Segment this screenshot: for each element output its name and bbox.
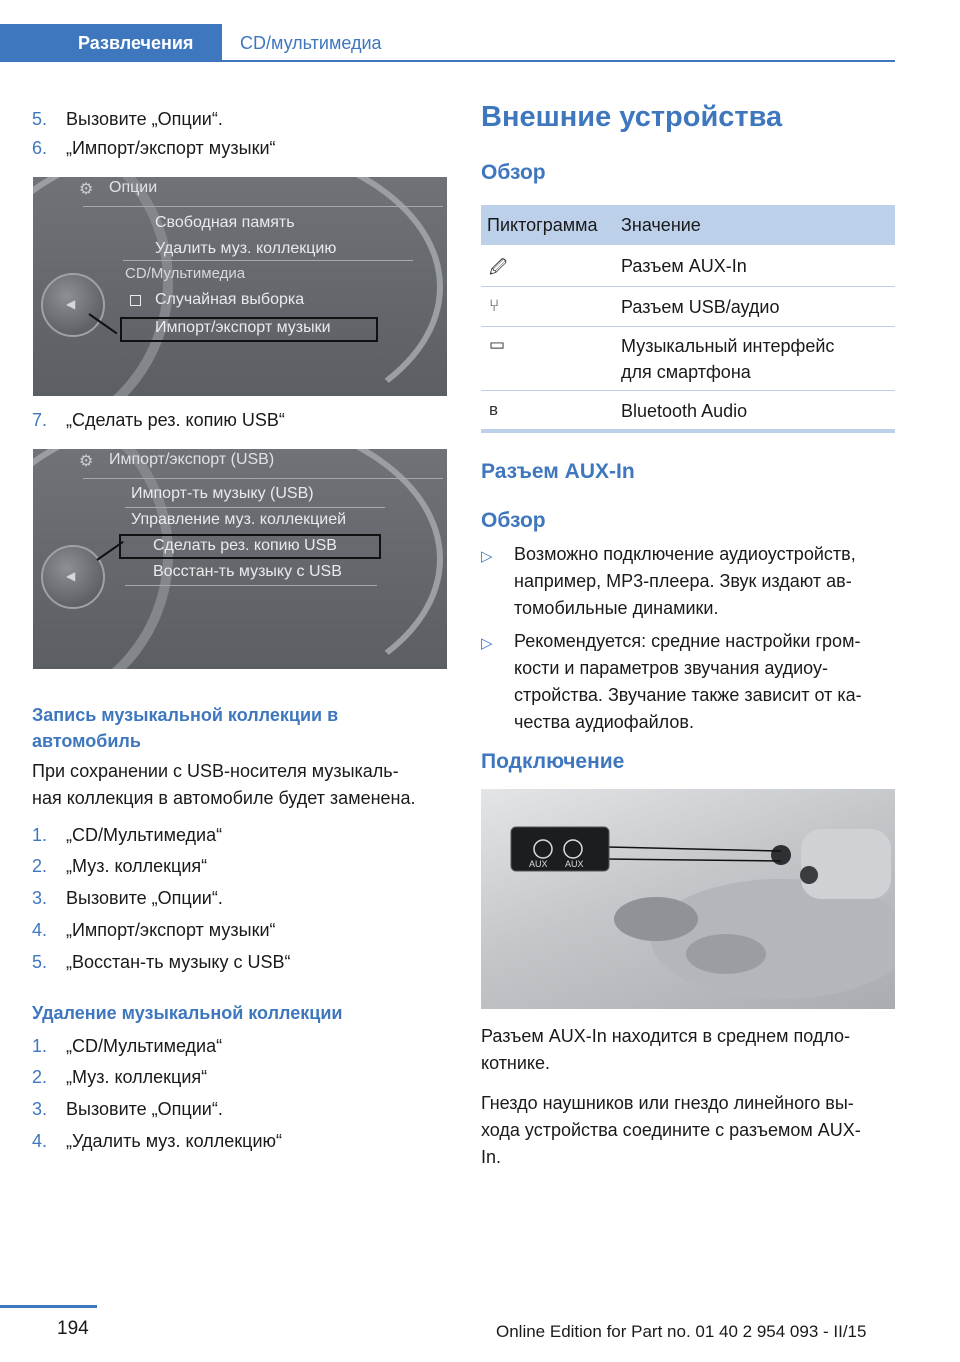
overview-heading: Обзор [481, 161, 546, 184]
aux-plug-icon: 🖉 [489, 258, 508, 277]
menu-item-selected: Импорт/экспорт музыки [155, 319, 331, 336]
cup-holder [614, 897, 698, 941]
bullet-line: Рекомендуется: средние настройки гром- [514, 631, 861, 651]
aux-socket-photo [481, 789, 895, 1009]
step-text: Вызовите „Опции“. [66, 888, 223, 908]
bullet-triangle-icon: ▷ [481, 635, 493, 652]
divider [123, 260, 413, 261]
callout-line [607, 859, 781, 861]
table-cell: Разъем AUX-In [621, 256, 747, 276]
bullet-triangle-icon: ▷ [481, 548, 493, 565]
bullet-line: например, MP3-плеера. Звук издают ав- [514, 571, 852, 591]
menu-item: Управление муз. коллекцией [131, 511, 347, 528]
bullet-text [514, 628, 899, 736]
usb-socket [800, 866, 818, 884]
paragraph-line: Гнездо наушников или гнездо линейного вы- [481, 1093, 854, 1113]
table-row [481, 391, 895, 431]
page-number: 194 [57, 1318, 89, 1339]
menu-item: Удалить муз. коллекцию [155, 240, 337, 257]
table-col-icon: Пиктограмма [487, 215, 598, 235]
header-rule [222, 60, 895, 62]
page-title: Внешние устройства [481, 101, 783, 133]
step-number: 4. [32, 1131, 48, 1151]
left-arrow-icon: ◀ [66, 569, 76, 583]
bullet-text [514, 541, 899, 622]
left-arrow-icon: ◀ [66, 297, 76, 311]
smartphone-interface-icon: ▭ [489, 335, 506, 354]
step-number: 5. [32, 109, 48, 129]
aux-socket [771, 845, 791, 865]
step-number: 3. [32, 888, 48, 908]
step-number: 4. [32, 920, 48, 940]
divider [125, 585, 377, 586]
table-cell: Bluetooth Audio [621, 401, 748, 421]
header-subsection-label: CD/мультимедиа [240, 33, 382, 53]
paragraph-line: ная коллекция в автомобиле будет заменена. [32, 788, 416, 808]
armrest [801, 829, 891, 899]
step-number: 5. [32, 952, 48, 972]
menu-item: Случайная выборка [155, 291, 305, 308]
heading-line: автомобиль [32, 731, 141, 751]
callout-line [607, 847, 781, 851]
table-cell [621, 333, 834, 385]
options-gear-icon: ⚙ [79, 181, 94, 198]
caption-line: котнике. [481, 1053, 551, 1073]
paragraph [481, 1090, 861, 1171]
step-text: „Муз. коллекция“ [66, 1067, 208, 1087]
bullet-line: чества аудиофайлов. [514, 712, 694, 732]
aux-overview-heading: Обзор [481, 509, 546, 532]
menu-item-selected: Сделать рез. копию USB [153, 537, 337, 554]
table-cell-line: Музыкальный интерфейс [621, 336, 835, 356]
section-heading: Удаление музыкальной коллекции [32, 1003, 343, 1023]
menu-item: Свободная память [155, 214, 295, 231]
table-col-meaning: Значение [621, 215, 701, 235]
table-row [481, 245, 895, 287]
cup-holder [686, 934, 766, 974]
usb-icon: ⑂ [489, 296, 500, 315]
aux-label: AUX [529, 859, 548, 869]
table-header [481, 205, 895, 245]
step-number: 2. [32, 1067, 48, 1087]
step-text: „CD/Мультимедиа“ [66, 1036, 223, 1056]
table-cell: Разъем USB/аудио [621, 297, 780, 317]
menu-item: Восстан-ть музыку с USB [153, 563, 342, 580]
caption-line: Разъем AUX-In находится в среднем подло- [481, 1026, 851, 1046]
controller-knob [41, 273, 105, 337]
divider [83, 478, 443, 479]
connect-heading: Подключение [481, 750, 625, 773]
step-text: „Удалить муз. коллекцию“ [66, 1131, 282, 1151]
step-text: „Восстан-ть музыку с USB“ [66, 952, 291, 972]
screen-title: Опции [109, 179, 158, 196]
aux-label: AUX [565, 859, 584, 869]
bullet-line: томобильные динамики. [514, 598, 719, 618]
section-heading [32, 702, 338, 754]
bullet-line: кости и параметров звучания аудиоу- [514, 658, 828, 678]
menu-item: Импорт-ть музыку (USB) [131, 485, 314, 502]
console-illustration [481, 789, 895, 1009]
idrive-options-screenshot [33, 177, 447, 396]
controller-knob [41, 545, 105, 609]
table-cell-line: для смартфона [621, 362, 751, 382]
table-row [481, 327, 895, 391]
photo-caption [481, 1023, 850, 1077]
step-number: 2. [32, 856, 48, 876]
divider [83, 206, 443, 207]
divider [125, 507, 385, 508]
paragraph-line: хода устройства соедините с разъемом AUX- [481, 1120, 861, 1140]
paragraph-line: При сохранении с USB-носителя музыкаль- [32, 761, 399, 781]
step-number: 3. [32, 1099, 48, 1119]
options-gear-icon: ⚙ [79, 453, 94, 470]
step-text: „Импорт/экспорт музыки“ [66, 138, 276, 158]
menu-subheader: CD/Мультимедиа [125, 265, 246, 282]
step-text: „Импорт/экспорт музыки“ [66, 920, 276, 940]
aux-heading: Разъем AUX-In [481, 460, 635, 483]
idrive-import-export-screenshot [33, 449, 447, 669]
table-row [481, 287, 895, 327]
step-number: 1. [32, 825, 48, 845]
step-text: „CD/Мультимедиа“ [66, 825, 223, 845]
bullet-line: Возможно подключение аудиоустройств, [514, 544, 856, 564]
heading-line: Запись музыкальной коллекции в [32, 705, 339, 725]
bluetooth-icon: ʙ [489, 400, 499, 419]
paragraph-line: In. [481, 1147, 502, 1167]
step-number: 1. [32, 1036, 48, 1056]
step-number: 6. [32, 138, 48, 158]
step-text: Вызовите „Опции“. [66, 1099, 223, 1119]
step-number: 7. [32, 410, 48, 430]
aux-closeup-inset [511, 827, 609, 871]
paragraph [32, 758, 415, 812]
step-text: Вызовите „Опции“. [66, 109, 223, 129]
screen-title: Импорт/экспорт (USB) [109, 451, 275, 468]
header-section-label: Развлечения [78, 33, 194, 53]
step-text: „Сделать рез. копию USB“ [66, 410, 285, 430]
step-text: „Муз. коллекция“ [66, 856, 208, 876]
bullet-line: стройства. Звучание также зависит от ка- [514, 685, 862, 705]
table-end-rule [481, 429, 895, 433]
footer-edition: Online Edition for Part no. 01 40 2 954 093 - II/15 [496, 1322, 867, 1341]
checkbox-icon [130, 295, 141, 306]
header-section-tab [0, 24, 222, 62]
footer-rule [0, 1305, 97, 1308]
